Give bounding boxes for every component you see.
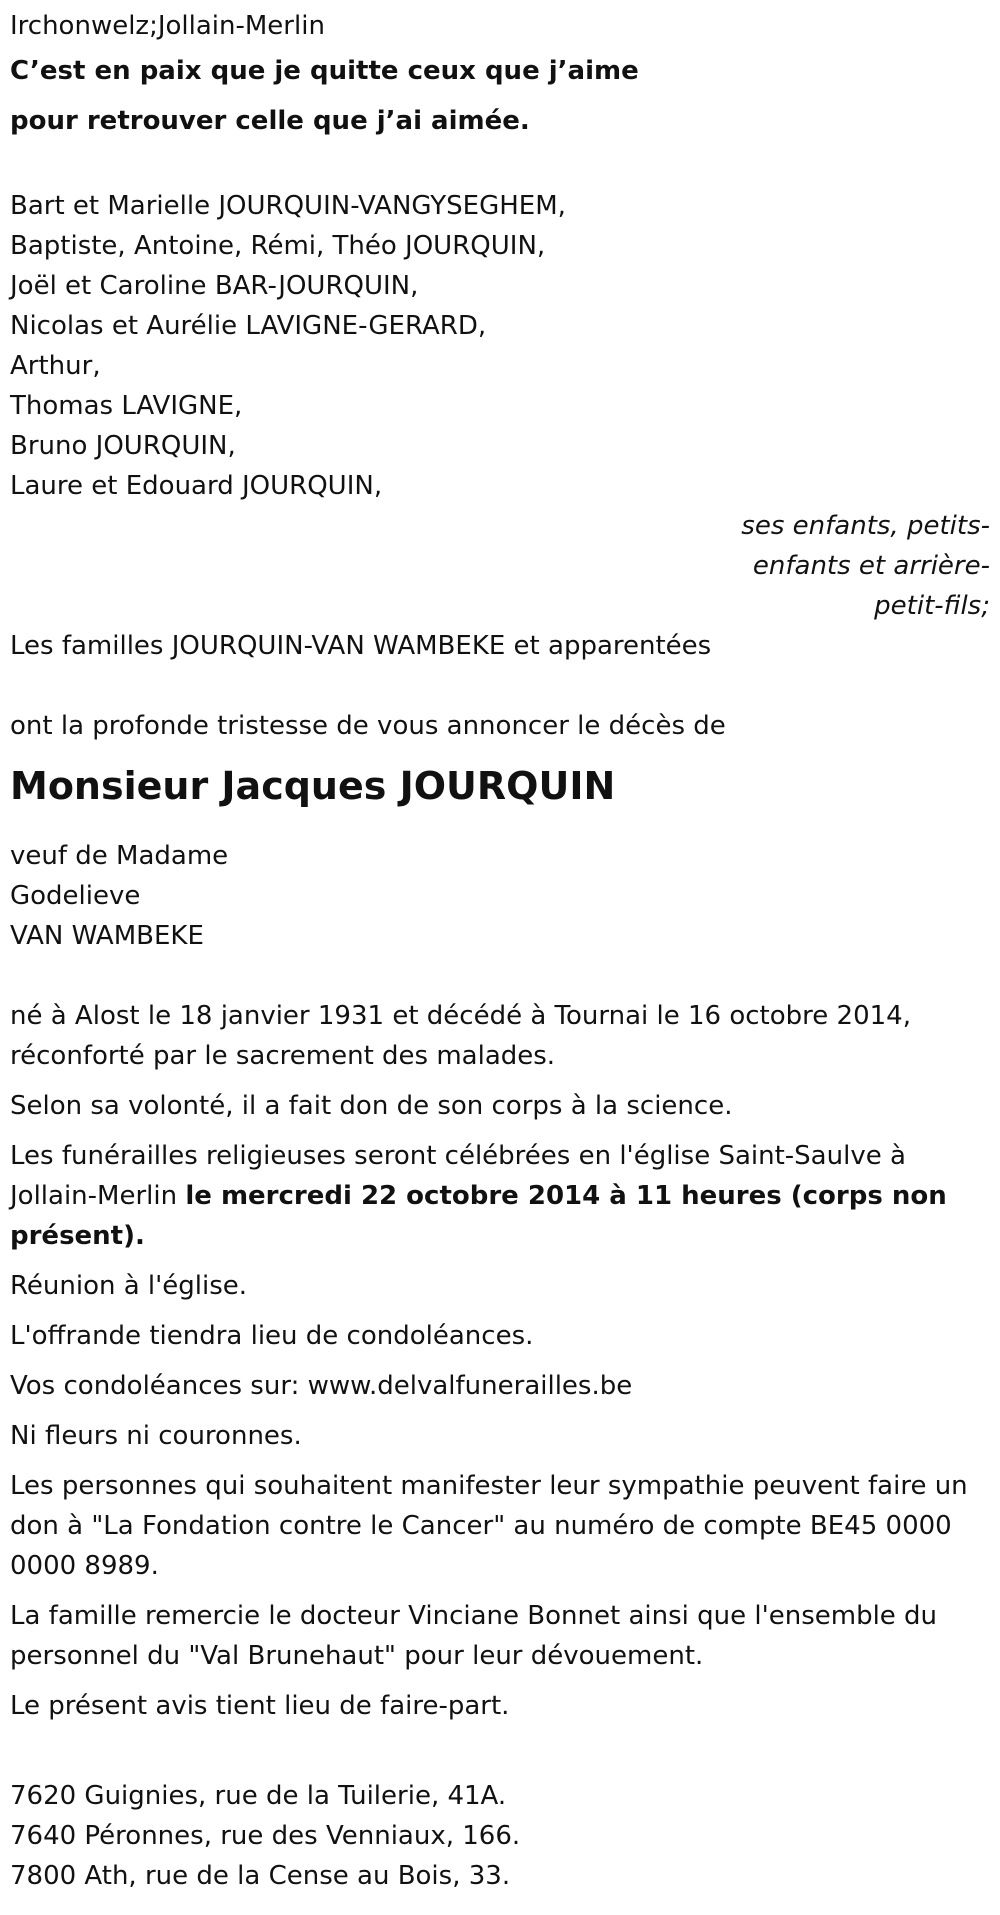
relation-line: petit-fils;	[874, 591, 990, 621]
quote-line-1: C’est en paix que je quitte ceux que j’aime	[10, 56, 639, 86]
flowers-note: Ni fleurs ni couronnes.	[10, 1421, 302, 1451]
announcement-intro: ont la profonde tristesse de vous annoncer le décès de	[10, 711, 726, 741]
addresses-list	[10, 1776, 990, 1896]
spouse-line: VAN WAMBEKE	[10, 921, 204, 951]
condolences-note: Vos condoléances sur: www.delvalfunerailles.be	[10, 1371, 633, 1401]
reunion-note: Réunion à l'église.	[10, 1271, 248, 1301]
extended-family: Les familles JOURQUIN-VAN WAMBEKE et apparentées	[10, 631, 712, 661]
family-member: Nicolas et Aurélie LAVIGNE-GERARD,	[10, 311, 487, 341]
family-member: Joël et Caroline BAR-JOURQUIN,	[10, 271, 419, 301]
family-relation	[10, 506, 990, 626]
family-member: Bart et Marielle JOURQUIN-VANGYSEGHEM,	[10, 191, 566, 221]
thanks-note: La famille remercie le docteur Vinciane Bonnet ainsi que l'ensemble du personnel du "Val Brunehaut" pour leur dévouement.	[10, 1601, 938, 1671]
funeral-date-time: le mercredi 22 octobre 2014 à 11 heures (corps non présent).	[10, 1181, 947, 1251]
funeral-location: Les funérailles religieuses seront célébrées en l'église Saint-Saulve à Jollain-Merlin	[10, 1141, 906, 1211]
family-members-list	[10, 186, 990, 506]
address-line: 7620 Guignies, rue de la Tuilerie, 41A.	[10, 1781, 507, 1811]
family-member: Arthur,	[10, 351, 101, 381]
spouse-block	[10, 836, 990, 956]
notice-note: Le présent avis tient lieu de faire-part.	[10, 1691, 510, 1721]
spouse-line: veuf de Madame	[10, 841, 229, 871]
deceased-name: Monsieur Jacques JOURQUIN	[10, 764, 616, 808]
obituary-document	[10, 6, 990, 1896]
location-line: Irchonwelz;Jollain-Merlin	[10, 11, 325, 41]
family-member: Bruno JOURQUIN,	[10, 431, 236, 461]
funeral-details	[10, 1136, 970, 1256]
family-member: Thomas LAVIGNE,	[10, 391, 243, 421]
science-donation: Selon sa volonté, il a fait don de son corps à la science.	[10, 1091, 733, 1121]
relation-line: enfants et arrière-	[752, 551, 990, 581]
family-member: Baptiste, Antoine, Rémi, Théo JOURQUIN,	[10, 231, 546, 261]
birth-death-details: né à Alost le 18 janvier 1931 et décédé à Tournai le 16 octobre 2014, réconforté par le sacrement des malades.	[10, 1001, 911, 1071]
offering-note: L'offrande tiendra lieu de condoléances.	[10, 1321, 534, 1351]
address-line: 7800 Ath, rue de la Cense au Bois, 33.	[10, 1861, 511, 1891]
spouse-line: Godelieve	[10, 881, 141, 911]
relation-line: ses enfants, petits-	[741, 511, 990, 541]
address-line: 7640 Péronnes, rue des Venniaux, 166.	[10, 1821, 521, 1851]
quote-line-2: pour retrouver celle que j’ai aimée.	[10, 106, 530, 136]
family-member: Laure et Edouard JOURQUIN,	[10, 471, 383, 501]
donation-note: Les personnes qui souhaitent manifester leur sympathie peuvent faire un don à "La Fondation contre le Cancer" au numéro de compte BE45 0000 0000 8989.	[10, 1471, 968, 1581]
